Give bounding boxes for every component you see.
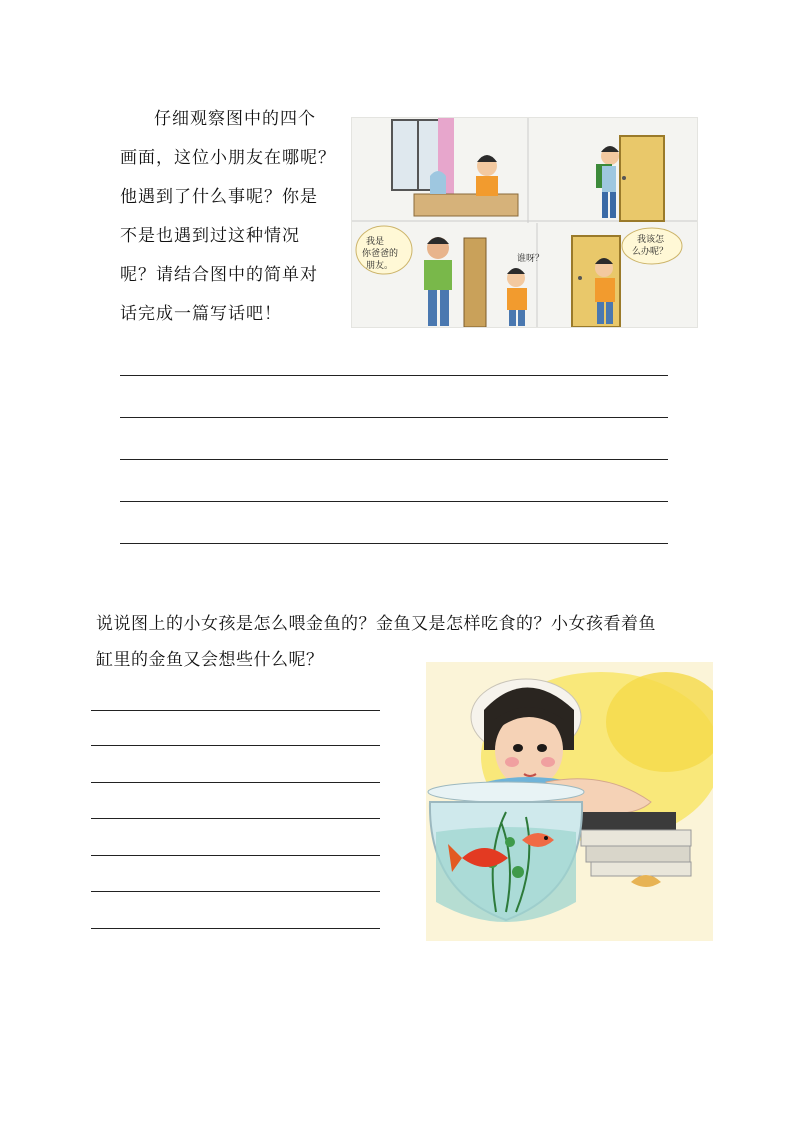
- prompt-1-line: 呢？请结合图中的简单对: [120, 265, 318, 285]
- prompt-1-line: 话完成一篇写话吧！: [120, 304, 282, 324]
- writing-line[interactable]: [120, 459, 668, 460]
- writing-line[interactable]: [120, 543, 668, 544]
- svg-text:谁呀？: 谁呀？: [517, 254, 545, 264]
- panel-1: [392, 118, 518, 216]
- goldfish-svg: [426, 662, 713, 941]
- panel-4: [572, 228, 682, 327]
- svg-text:朋友。: 朋友。: [366, 261, 394, 271]
- prompt-1-line: 他遇到了什么事呢？你是: [120, 187, 318, 207]
- writing-line[interactable]: [91, 818, 380, 819]
- writing-line[interactable]: [91, 710, 380, 711]
- prompt-2-line: 说说图上的小女孩是怎么喂金鱼的？金鱼又是怎样吃食的？小女孩看着鱼: [96, 614, 656, 634]
- prompt-2-line: 缸里的金鱼又会想些什么呢？: [96, 650, 324, 670]
- prompt-1-line: 画面，这位小朋友在哪呢？: [120, 148, 336, 168]
- writing-line[interactable]: [91, 891, 380, 892]
- writing-line[interactable]: [120, 375, 668, 376]
- prompt-1-line: 不是也遇到过这种情况: [120, 226, 300, 246]
- writing-line[interactable]: [120, 417, 668, 418]
- comic-svg: [352, 118, 697, 327]
- writing-line[interactable]: [91, 745, 380, 746]
- writing-line[interactable]: [91, 928, 380, 929]
- prompt-1: [120, 100, 345, 334]
- writing-line[interactable]: [91, 855, 380, 856]
- svg-text:么办呢？: 么办呢？: [632, 247, 669, 257]
- svg-text:我该怎: 我该怎: [637, 235, 665, 245]
- svg-text:我是: 我是: [366, 237, 385, 247]
- goldfish-illustration: [426, 662, 713, 941]
- panel-3: [356, 226, 544, 327]
- writing-line[interactable]: [91, 782, 380, 783]
- panel-2: [596, 136, 664, 221]
- writing-line[interactable]: [120, 501, 668, 502]
- comic-illustration: [351, 117, 698, 328]
- prompt-1-line: 仔细观察图中的四个: [154, 109, 316, 129]
- svg-text:你爸爸的: 你爸爸的: [362, 249, 399, 259]
